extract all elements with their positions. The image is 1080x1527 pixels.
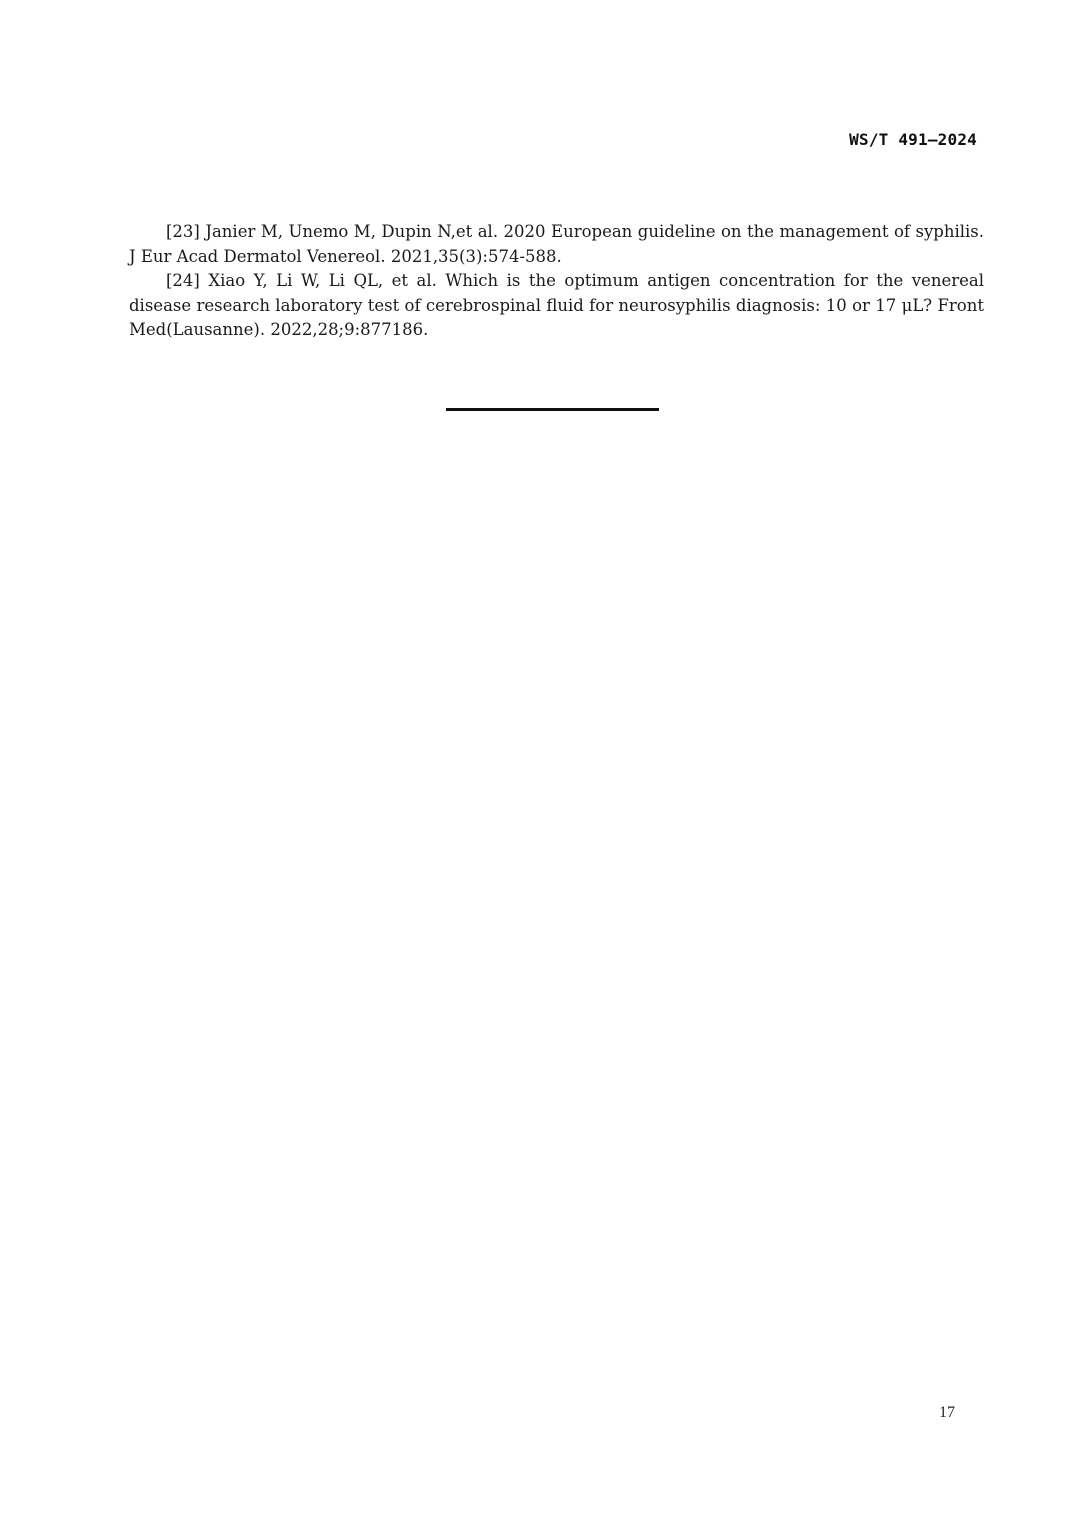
end-of-document-rule xyxy=(446,408,659,411)
reference-item-24: [24] Xiao Y, Li W, Li QL, et al. Which is the optimum antigen concentration for the venereal disease research laboratory test of cerebrospinal fluid for neurosyphilis diagnosis: 10 or 17 μL? Front Med(Lausanne). 2022,28;9:877186. xyxy=(129,271,984,340)
standard-code-header: WS/T 491—2024 xyxy=(849,130,977,149)
reference-list xyxy=(129,220,984,343)
reference-item-23: [23] Janier M, Unemo M, Dupin N,et al. 2020 European guideline on the management of syphilis. J Eur Acad Dermatol Venereol. 2021,35(3):574-588. xyxy=(129,222,984,266)
page-number: 17 xyxy=(939,1404,955,1421)
